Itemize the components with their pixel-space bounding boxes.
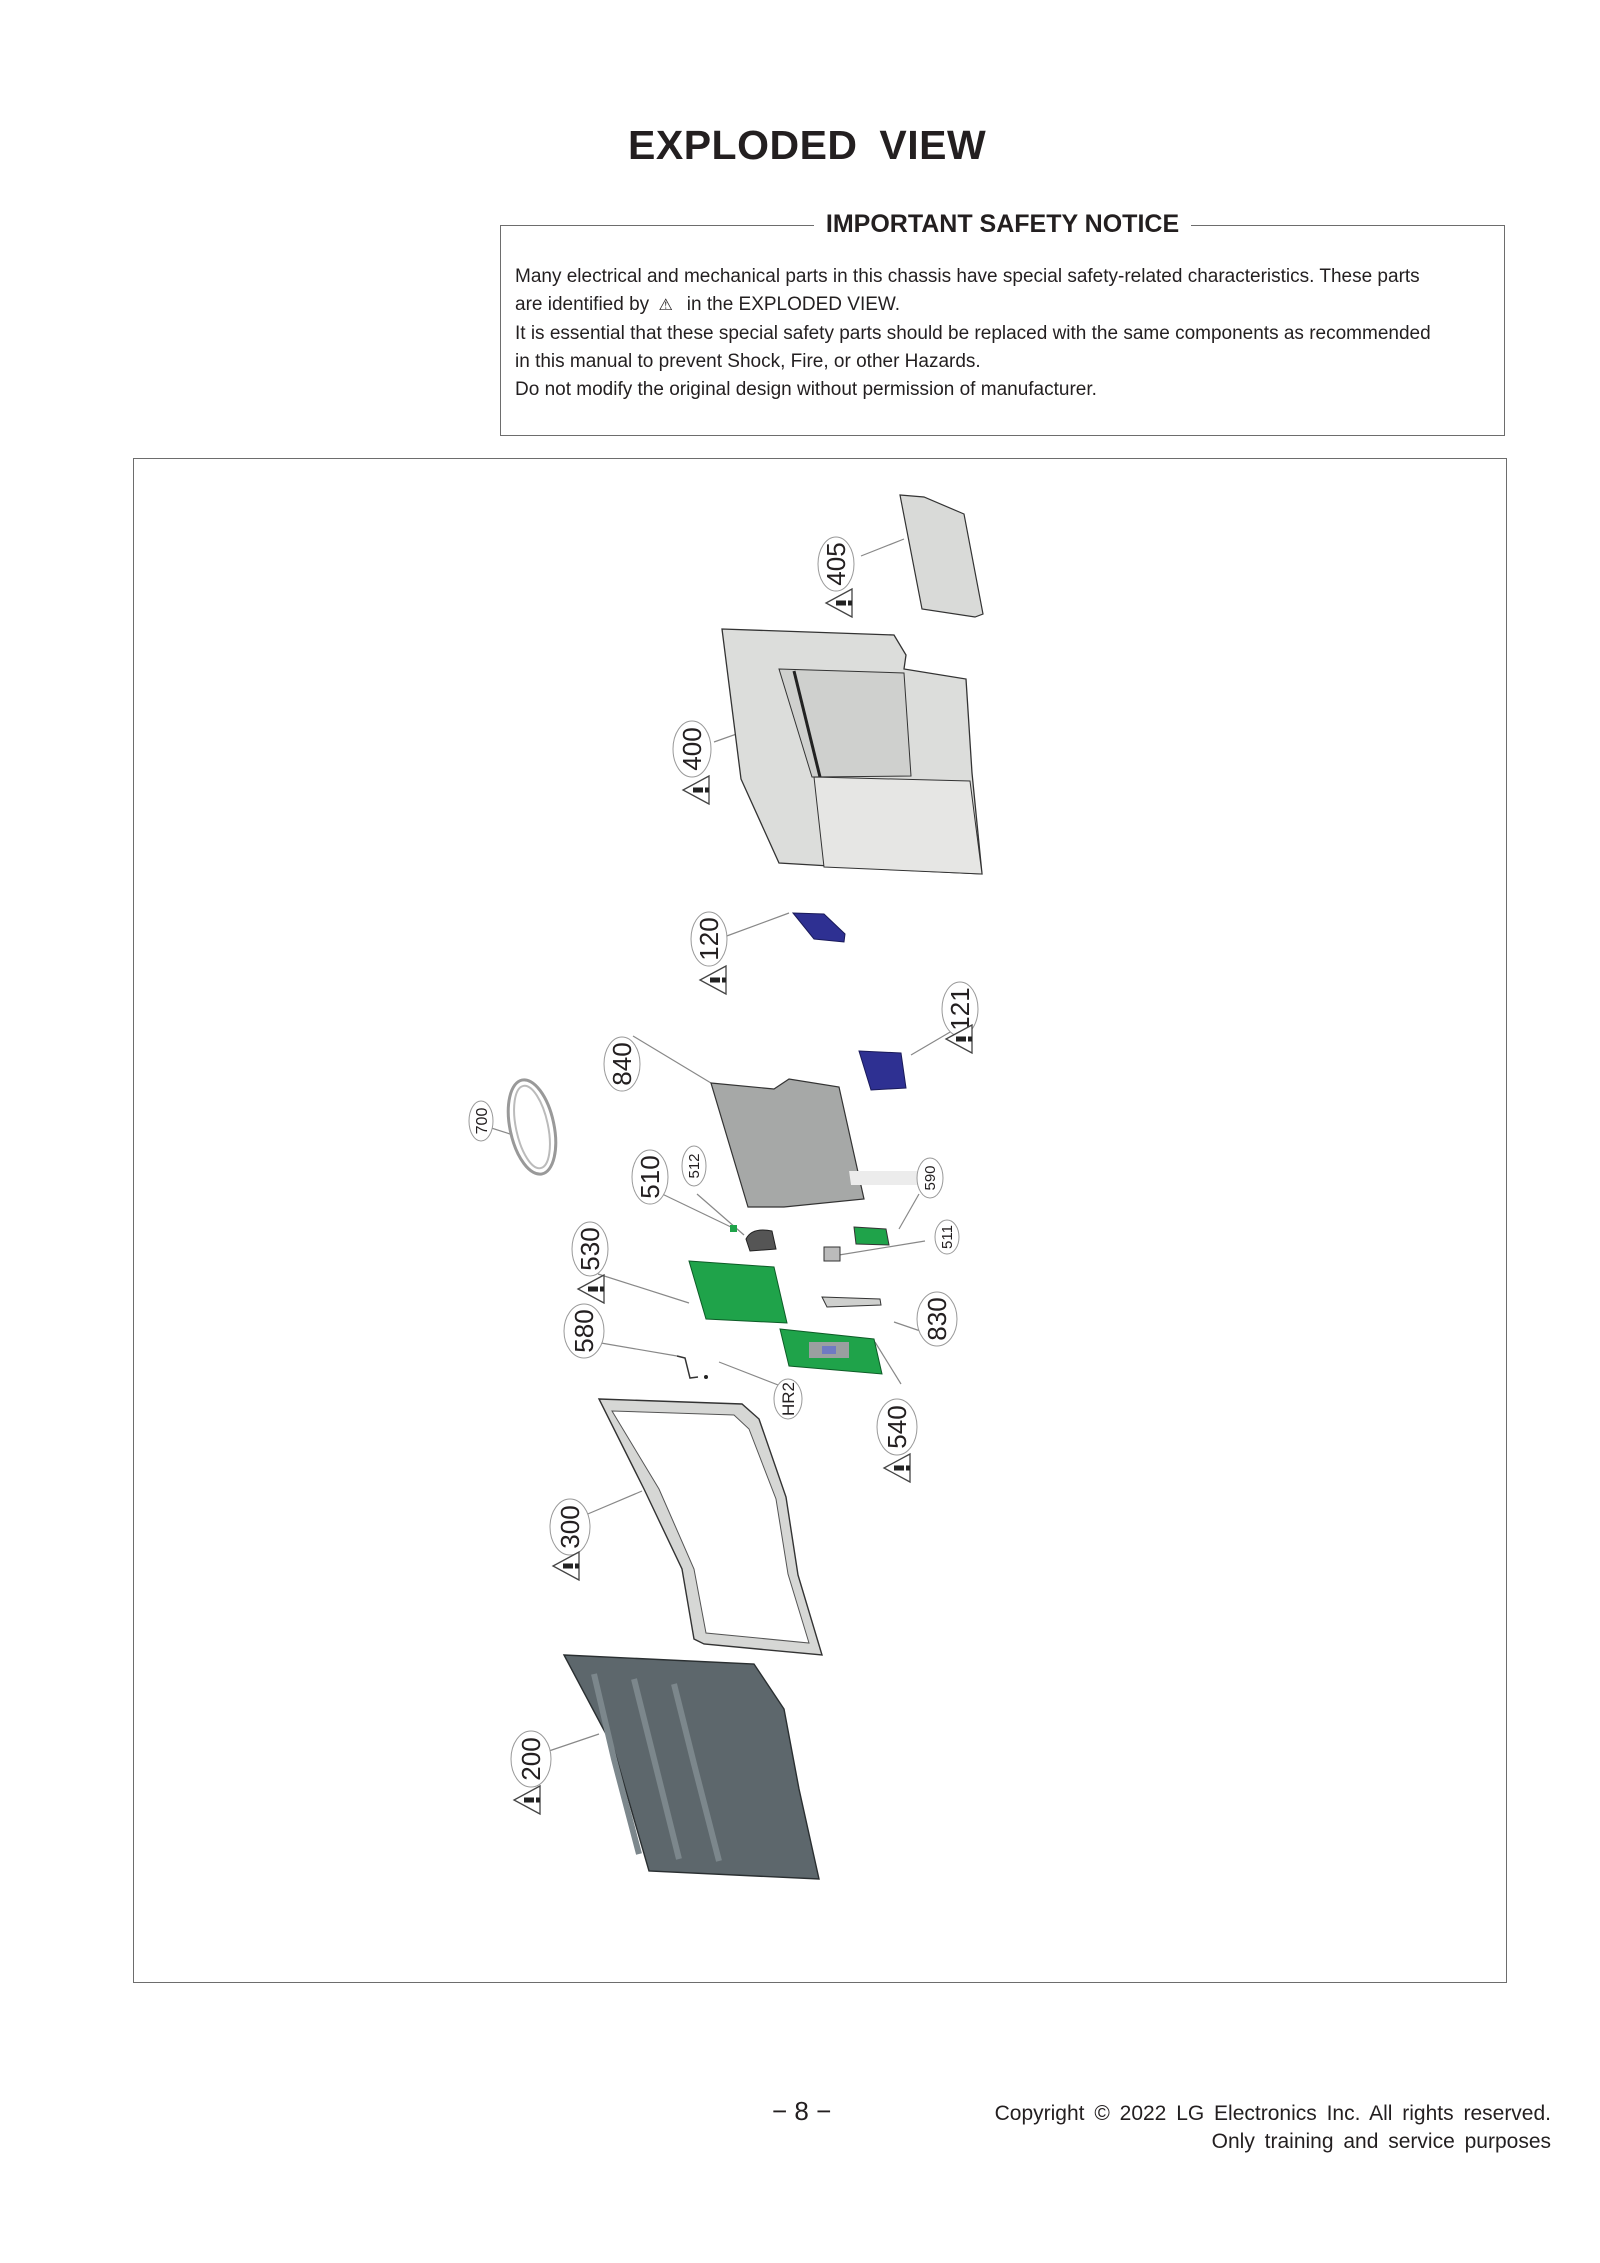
callout-511: 511 <box>939 1225 956 1249</box>
callout-580: 580 <box>569 1309 599 1353</box>
safety-notice-line: It is essential that these special safety parts should be replaced with the same components as recommended <box>515 323 1431 344</box>
callout-512: 512 <box>686 1153 703 1179</box>
exploded-view-diagram <box>133 458 1507 1983</box>
callout-121: 121 <box>945 987 975 1031</box>
purpose-line: Only training and service purposes <box>1211 2130 1551 2153</box>
callout-200: 200 <box>516 1737 546 1781</box>
callout-840: 840 <box>607 1042 637 1086</box>
safety-notice-line: Many electrical and mechanical parts in this chassis have special safety-related characteristics. These parts <box>515 266 1420 287</box>
safety-notice-text: are identified by <box>515 294 650 315</box>
callout-405: 405 <box>821 542 851 586</box>
page-number: − 8 − <box>772 2096 832 2126</box>
page-title: EXPLODED VIEW <box>628 122 987 168</box>
callout-700: 700 <box>474 1107 491 1135</box>
safety-notice-heading: IMPORTANT SAFETY NOTICE <box>814 210 1191 238</box>
callout-590: 590 <box>922 1165 939 1191</box>
callout-300: 300 <box>555 1505 585 1549</box>
safety-notice-box <box>500 210 1505 436</box>
callout-400: 400 <box>677 727 707 771</box>
callout-510: 510 <box>635 1155 665 1199</box>
safety-notice-text: in the EXPLODED VIEW. <box>686 294 901 315</box>
callout-hr2: HR2 <box>779 1381 798 1417</box>
callout-830: 830 <box>922 1297 952 1341</box>
safety-notice-body <box>515 263 1490 404</box>
copyright-footer <box>995 2100 1551 2156</box>
callout-540: 540 <box>882 1405 912 1449</box>
callout-530: 530 <box>575 1227 605 1271</box>
copyright-line: Copyright © 2022 LG Electronics Inc. All rights reserved. <box>994 2102 1551 2125</box>
callout-120: 120 <box>694 917 724 961</box>
safety-notice-line: Do not modify the original design without permission of manufacturer. <box>515 379 1097 400</box>
warning-triangle-icon: ⚠ <box>658 297 673 314</box>
safety-notice-line: in this manual to prevent Shock, Fire, or other Hazards. <box>515 351 981 372</box>
